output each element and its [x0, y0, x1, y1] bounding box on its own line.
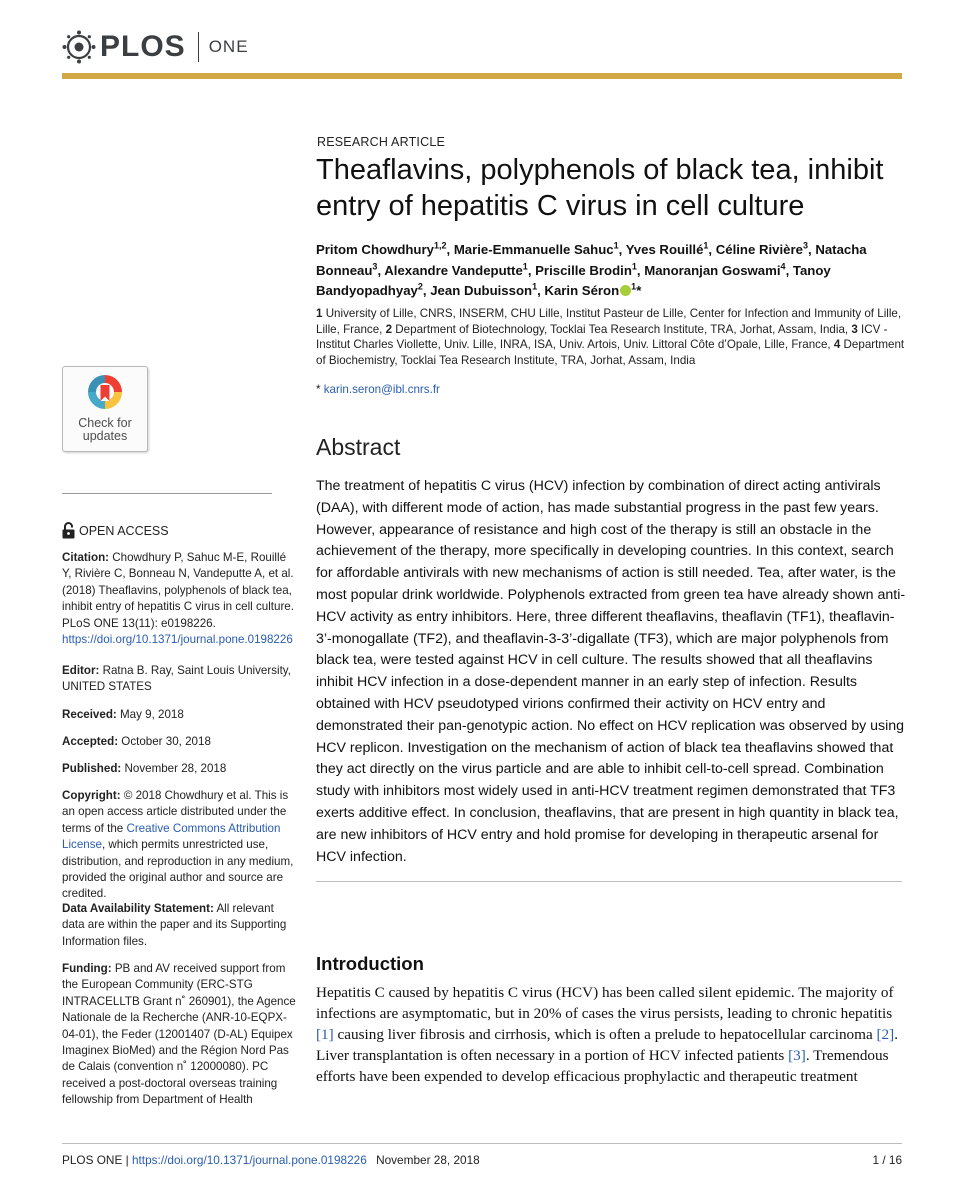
- corresponding-author: [316, 383, 440, 396]
- affiliation-text: Department of Biochemistry, Tocklai Tea Research Institute, TRA, Jorhat, Assam, India: [316, 338, 905, 367]
- accepted-block: [62, 734, 296, 750]
- affiliation-number: 4: [833, 338, 841, 352]
- author-affiliation-marker: 1: [613, 240, 619, 251]
- author-name: Pritom Chowdhury: [316, 242, 434, 257]
- logo-journal: ONE: [208, 37, 249, 56]
- author-affiliation-marker: 4: [780, 261, 786, 272]
- corresponding-email-link[interactable]: karin.seron@ibl.cnrs.fr: [323, 383, 440, 396]
- author-affiliation-marker: 2: [417, 281, 423, 292]
- intro-text-1: Hepatitis C caused by hepatitis C virus (HCV) has been called silent epidemic. The majority of infections are asymptomatic, but in 20% of cases the virus persists, leading to chronic hepatitis: [316, 984, 894, 1022]
- author-name: Yves Rouillé: [625, 242, 704, 257]
- footer-journal: PLOS ONE: [62, 1153, 123, 1167]
- received-block: [62, 707, 296, 723]
- orcid-icon[interactable]: [620, 285, 631, 296]
- author-affiliation-marker: 1: [631, 281, 637, 292]
- logo-divider: [198, 32, 199, 62]
- author-affiliation-marker: 3: [802, 240, 808, 251]
- data-availability-text: All relevant data are within the paper and its Supporting Information files.: [62, 902, 287, 948]
- author-name: Priscille Brodin: [535, 262, 632, 278]
- received-date: May 9, 2018: [120, 708, 184, 721]
- author-separator: ,: [527, 262, 536, 278]
- footer-date: November 28, 2018: [376, 1153, 480, 1167]
- citation-text: Chowdhury P, Sahuc M-E, Rouillé Y, Rivière C, Bonneau N, Vandeputte A, et al. (2018) Theaflavins, polyphenols of black tea, inhibit entry of hepatitis C virus in cell culture. PLoS ONE 13(11): e0198226.: [62, 551, 294, 630]
- open-access-badge: [62, 522, 169, 539]
- footer-rule: [62, 1143, 902, 1144]
- accepted-label: Accepted:: [62, 735, 119, 748]
- intro-text-2: causing liver fibrosis and cirrhosis, which is often a prelude to hepatocellular carcinoma: [333, 1025, 877, 1043]
- author-name: Natacha Bonneau: [316, 242, 867, 278]
- author-separator: ,: [618, 242, 626, 257]
- abstract-text: The treatment of hepatitis C virus (HCV) infection by combination of direct acting antivirals (DAA), with different mode of action, has made substantial progress in the past few years. However, appearance of resistance and high cost of the therapy is still an obstacle in the achievement of the therapy, more specifically in developing countries. In this context, search for affordable antivirals with new mechanisms of action is still needed. Tea, after water, is the most popular drink worldwide. Polyphenols extracted from green tea have already shown anti-HCV activity as entry inhibitors. Here, three different theaflavins, theaflavin (TF1), theaflavin-3’-monogallate (TF2), and theaflavin-3-3’-digallate (TF3), which are major polyphenols from black tea, were tested against HCV in cell culture. The results showed that all theaflavins inhibit HCV infection in a dose-dependent manner in an early step of infection. Results obtained with HCV pseudotyped virions confirmed their activity on HCV entry and demonstrated their pan-genotypic action. No effect on HCV replication was observed by using HCV replicon. Investigation on the mechanism of action of black tea theaflavins showed that they act directly on the virus particle and are able to inhibit cell-to-cell spread. Combination study with inhibitors most widely used in anti-HCV treatment regimen demonstrated that TF3 exerts additive effect. In conclusion, theaflavins, that are present in high quantity in black tea, are new inhibitors of HCV entry and hold promise for developing in therapeutic arsenal for HCV infection.: [316, 478, 906, 865]
- author-name: Céline Rivière: [715, 242, 803, 257]
- ref-link-3[interactable]: [3]: [788, 1046, 806, 1064]
- affiliation-number: 3: [851, 322, 858, 336]
- article-type: RESEARCH ARTICLE: [317, 135, 446, 149]
- abstract-divider: [316, 881, 902, 882]
- article-title: Theaflavins, polyphenols of black tea, inhibit entry of hepatitis C virus in cell culture: [316, 154, 884, 222]
- copyright-label: Copyright:: [62, 789, 121, 802]
- logo-brand: PLOS: [100, 30, 186, 63]
- page-number: 1 / 16: [872, 1153, 902, 1167]
- affiliation-number: 2: [385, 322, 393, 336]
- author-separator: ,: [377, 262, 385, 278]
- author-name: Tanoy Bandyopadhyay: [316, 262, 831, 298]
- copyright-text-end: , which permits unrestricted use, distribution, and reproduction in any medium, provided the original author and source are credited.: [62, 838, 294, 901]
- cc-license-link[interactable]: Creative Commons Attribution License: [62, 821, 281, 852]
- author-affiliation-marker: 1: [631, 261, 637, 272]
- affiliation-number: 1: [316, 307, 323, 320]
- author-name: Karin Séron: [544, 283, 620, 298]
- copyright-block: [62, 788, 296, 903]
- author-separator: ,: [422, 283, 431, 298]
- introduction-text: [316, 983, 906, 1088]
- corresponding-marker: *: [636, 283, 642, 298]
- abstract-heading: Abstract: [316, 434, 401, 460]
- affiliation-text: University of Lille, CNRS, INSERM, CHU Lille, Institut Pasteur de Lille, Center for Infection and Immunity of Lille, Lille, France,: [316, 307, 902, 336]
- plos-globe-icon: [62, 30, 96, 64]
- affiliation-text: ICV - Institut Charles Viollette, Univ. Lille, INRA, ISA, Univ. Artois, Univ. Littoral Côte d’Opale, Lille, France,: [316, 322, 888, 352]
- funding-text: PB and AV received support from the European Community (ERC-STG INTRACELLTB Grant n˚ 260901), the Agence Nationale de la Recherche (ANR-10-EQPX-04-01), the Feder (12001407 (D-AL) Equipex Imaginex BioMed) and the Région Nord Pas de Calais (convention n˚ 12000080). PC received a post-doctoral overseas training fellowship from Department of Health: [62, 962, 296, 1107]
- editor-block: [62, 663, 296, 696]
- author-name: Alexandre Vandeputte: [384, 262, 523, 278]
- open-access-label: OPEN ACCESS: [79, 523, 169, 538]
- author-name: Manoranjan Goswami: [644, 262, 781, 278]
- received-label: Received:: [62, 708, 117, 721]
- sidebar-divider: [62, 493, 272, 494]
- affiliation-text: Department of Biotechnology, Tocklai Tea Research Institute, TRA, Jorhat, Assam, India,: [395, 322, 849, 336]
- funding-label: Funding:: [62, 962, 112, 975]
- citation-doi-link[interactable]: https://doi.org/10.1371/journal.pone.0198226: [62, 633, 293, 647]
- check-for-updates-badge[interactable]: [62, 366, 148, 452]
- editor-label: Editor:: [62, 664, 100, 677]
- intro-text-4: . Tremendous efforts have been expended to develop efficacious prophylactic and therapeutic treatment: [316, 1046, 889, 1085]
- published-date: November 28, 2018: [124, 762, 227, 775]
- author-affiliation-marker: 1,2: [433, 240, 447, 251]
- author-affiliation-marker: 3: [372, 261, 378, 272]
- author-affiliation-marker: 1: [522, 261, 528, 272]
- crossmark-icon: [86, 373, 124, 415]
- author-name: Jean Dubuisson: [430, 283, 533, 298]
- author-separator: ,: [446, 242, 454, 257]
- citation-block: [62, 550, 296, 648]
- data-availability-block: [62, 901, 296, 950]
- data-availability-label: Data Availability Statement:: [62, 902, 214, 915]
- check-for-updates-label: Check for updates: [78, 416, 132, 443]
- published-block: [62, 761, 296, 777]
- author-name: Marie-Emmanuelle Sahuc: [453, 242, 614, 257]
- intro-text-3: . Liver transplantation is often necessary in a portion of HCV infected patients: [316, 1025, 899, 1064]
- author-separator: ,: [808, 242, 816, 257]
- open-lock-icon: [62, 522, 75, 539]
- ref-link-1[interactable]: [1]: [316, 1025, 334, 1043]
- author-separator: ,: [708, 242, 716, 257]
- author-separator: ,: [785, 262, 793, 278]
- author-list: [316, 240, 916, 302]
- published-label: Published:: [62, 762, 122, 775]
- author-affiliation-marker: 1: [532, 281, 538, 292]
- funding-block: [62, 961, 296, 1109]
- plos-one-logo: [62, 30, 249, 64]
- footer-separator: |: [125, 1153, 129, 1167]
- ref-link-2[interactable]: [2]: [876, 1025, 895, 1043]
- footer-doi-link[interactable]: https://doi.org/10.1371/journal.pone.0198226: [131, 1153, 367, 1167]
- introduction-heading: Introduction: [316, 953, 424, 974]
- author-separator: ,: [636, 262, 645, 278]
- author-affiliation-marker: 1: [703, 240, 709, 251]
- editor-text: Ratna B. Ray, Saint Louis University, UNITED STATES: [62, 664, 291, 694]
- page-footer: [62, 1153, 480, 1167]
- affiliations: [316, 306, 912, 368]
- accepted-date: October 30, 2018: [121, 735, 211, 748]
- citation-label: Citation:: [62, 551, 110, 564]
- corresponding-star: *: [316, 383, 321, 396]
- copyright-text: © 2018 Chowdhury et al. This is an open access article distributed under the terms of the: [62, 789, 289, 835]
- header-rule: [62, 73, 902, 79]
- author-separator: ,: [537, 283, 545, 298]
